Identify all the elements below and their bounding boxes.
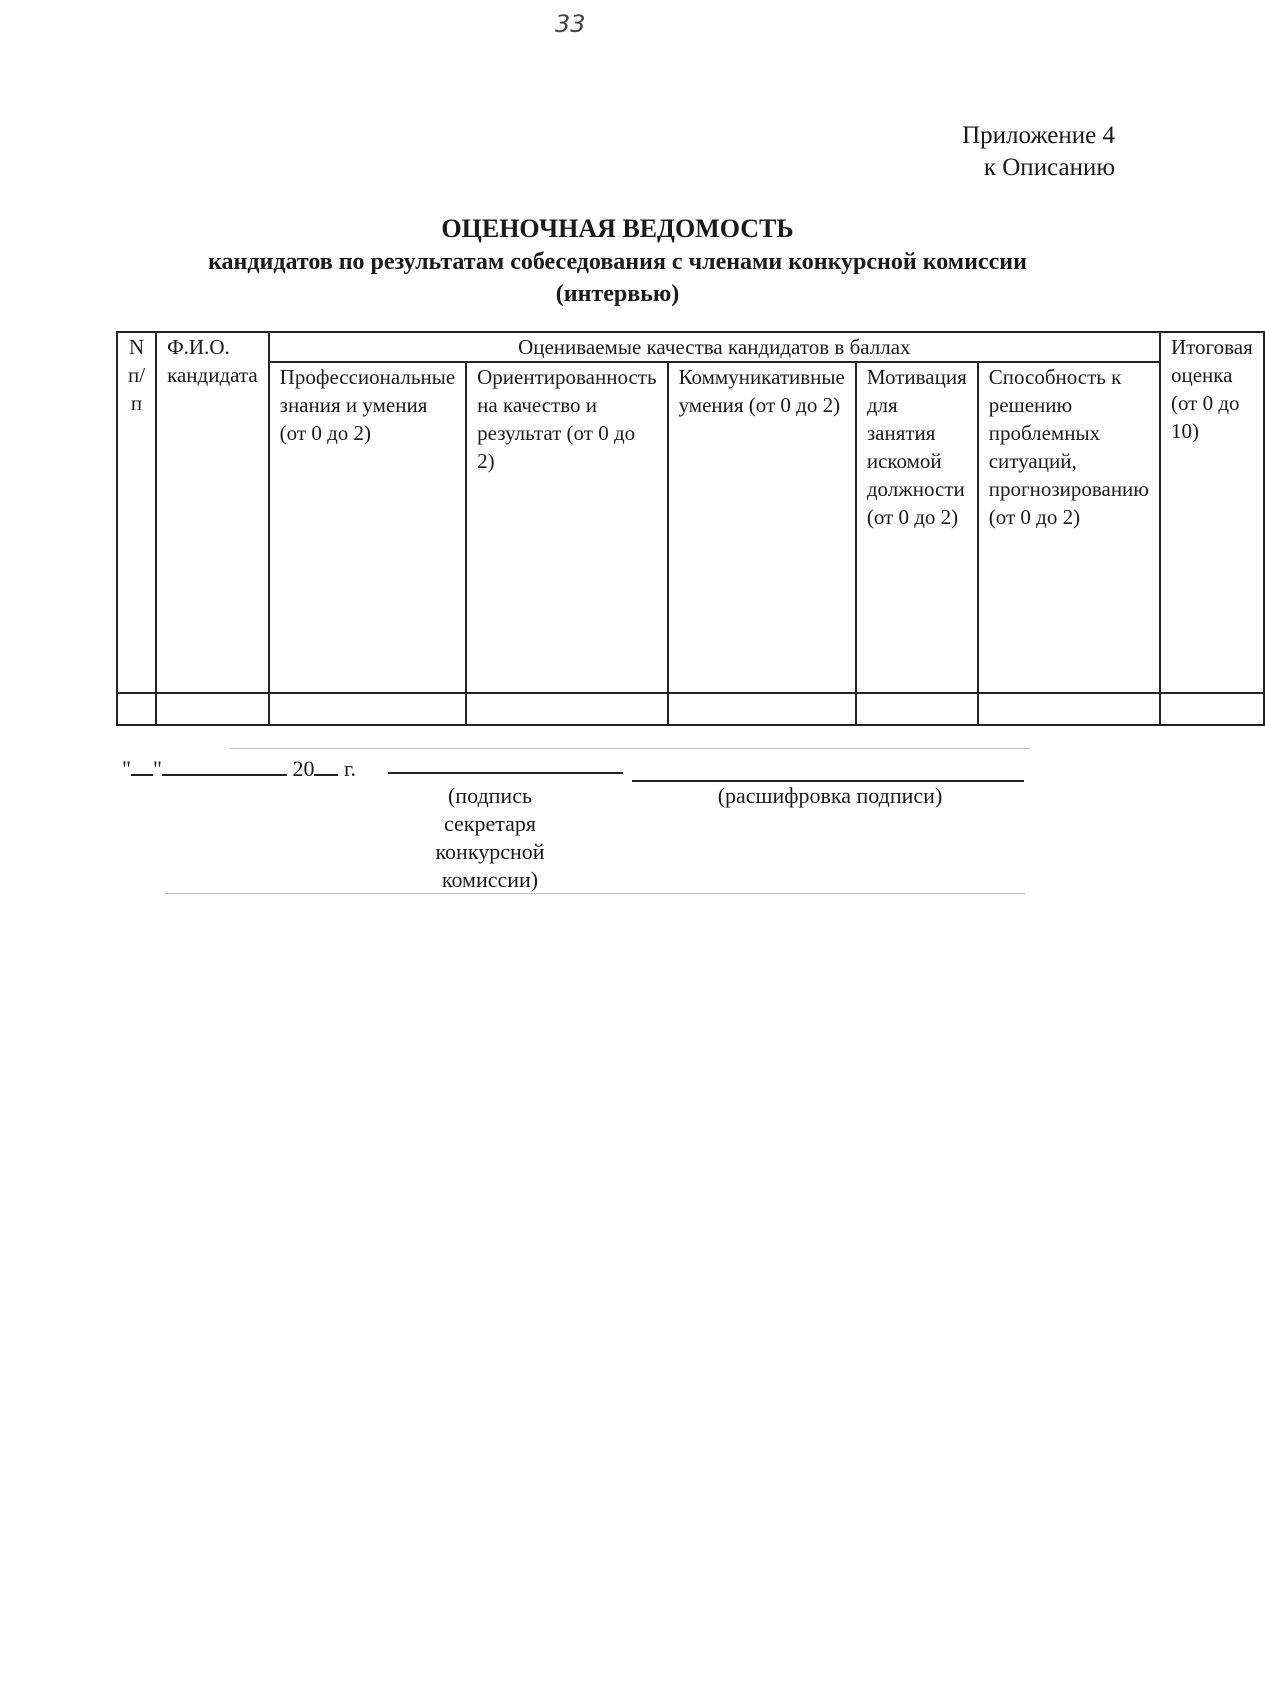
document-title <box>120 212 1115 310</box>
header-professional-knowledge: Профессиональные знания и умения (от 0 до 2) <box>269 362 466 693</box>
header-total-score: Итоговая оценка (от 0 до 10) <box>1160 332 1264 693</box>
header-problem-solving: Способность к решению проблемных ситуаций, прогнозированию (от 0 до 2) <box>978 362 1160 693</box>
header-communication-skills: Коммуникативные умения (от 0 до 2) <box>668 362 856 693</box>
header-quality-orientation: Ориентированность на качество и результат (от 0 до 2) <box>466 362 667 693</box>
cell-total[interactable] <box>1160 693 1264 725</box>
table-header-row <box>117 332 1264 362</box>
header-fio: Ф.И.О. кандидата <box>156 332 269 693</box>
header-qualities-group: Оцениваемые качества кандидатов в баллах <box>269 332 1160 362</box>
attachment-line-1: Приложение 4 <box>962 122 1115 149</box>
date-year-prefix: 20 <box>292 756 315 781</box>
date-month-blank[interactable] <box>162 752 287 776</box>
cell-score-3[interactable] <box>668 693 856 725</box>
grading-table <box>116 331 1265 726</box>
cell-number[interactable] <box>117 693 156 725</box>
cell-score-5[interactable] <box>978 693 1160 725</box>
date-year-suffix: г. <box>343 756 357 781</box>
title-subtitle: кандидатов по результатам собеседования с членами конкурсной комиссии <box>208 249 1027 275</box>
signature-line[interactable] <box>388 772 623 774</box>
date-day-blank[interactable] <box>131 752 153 776</box>
page-number: 33 <box>555 10 586 38</box>
date-year-blank[interactable] <box>314 752 338 776</box>
signature-caption: (подпись секретаря конкурсной комиссии) <box>435 783 545 892</box>
cell-score-1[interactable] <box>269 693 466 725</box>
header-motivation: Мотивация для занятия искомой должности (от 0 до 2) <box>856 362 978 693</box>
date-quote-open: " <box>122 756 131 781</box>
table-row <box>117 693 1264 725</box>
table-subheader-row <box>117 362 1264 693</box>
header-number: N п/п <box>117 332 156 693</box>
date-quote-close: " <box>152 756 162 781</box>
scan-artifact-line <box>165 893 1025 894</box>
date-line <box>122 752 356 782</box>
attachment-note <box>962 120 1115 184</box>
scan-artifact-line <box>230 748 1030 749</box>
title-main: ОЦЕНОЧНАЯ ВЕДОМОСТЬ <box>441 214 794 243</box>
cell-fio[interactable] <box>156 693 269 725</box>
cell-score-4[interactable] <box>856 693 978 725</box>
cell-score-2[interactable] <box>466 693 667 725</box>
title-subtitle-2: (интервью) <box>555 281 680 307</box>
attachment-line-2: к Описанию <box>983 154 1115 181</box>
decode-caption: (расшифровка подписи) <box>717 783 943 808</box>
